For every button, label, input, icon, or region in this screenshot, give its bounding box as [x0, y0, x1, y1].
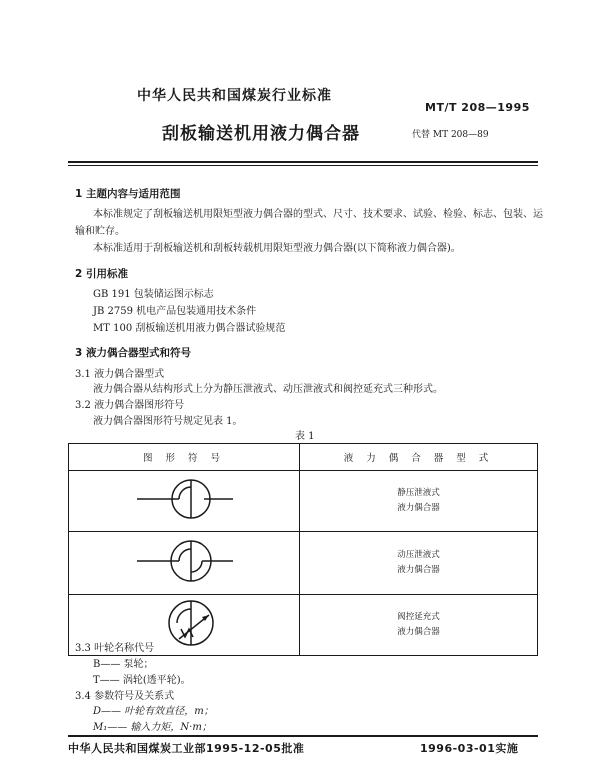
section-1-heading: 1 主题内容与适用范围: [75, 188, 181, 200]
reference-item: MT 100 刮板输送机用液力偶合器试验规范: [93, 323, 286, 334]
type-cell: [300, 595, 538, 656]
symbol-cell: [69, 532, 300, 595]
table-row: [69, 471, 538, 532]
section-1-para-1: 本标准规定了刮板输送机用限矩型液力偶合器的型式、尺寸、技术要求、试验、检验、标志、包装、运: [93, 209, 543, 220]
symbol-cell: [69, 471, 300, 532]
standard-org-title: 中华人民共和国煤炭行业标准: [137, 88, 332, 104]
section-3-1-title: 3.1 液力偶合器型式: [75, 369, 165, 380]
section-3-4-title: 3.4 参数符号及关系式: [75, 691, 175, 702]
dynamic-coupling-symbol: [69, 532, 299, 590]
type-label: 阀控延充式: [397, 612, 440, 622]
type-label: 动压泄液式: [397, 550, 440, 560]
col-header-symbol: 图 形 符 号: [69, 444, 300, 471]
type-cell: [300, 532, 538, 595]
reference-item: JB 2759 机电产品包装通用技术条件: [93, 306, 257, 317]
table-caption: 表 1: [295, 431, 315, 442]
standard-code: MT/T 208—1995: [425, 101, 530, 114]
section-1-para-1-cont: 输和贮存。: [75, 226, 125, 237]
table-header-row: [69, 444, 538, 471]
approval-statement: 中华人民共和国煤炭工业部1995-12-05批准: [68, 742, 305, 755]
symbol-m1-def: M₁—— 输入力矩，N·m；: [93, 722, 212, 733]
section-1-para-2: 本标准适用于刮板输送机和刮板转载机用限矩型液力偶合器(以下简称液力偶合器)。: [93, 243, 461, 254]
header-rule-thin: [68, 165, 538, 166]
document-title: 刮板输送机用液力偶合器: [162, 124, 360, 144]
type-label: 液力偶合器: [397, 627, 440, 637]
replaces-note: 代替 MT 208—89: [412, 130, 489, 140]
symbol-d-def: D—— 叶轮有效直径，m；: [93, 706, 214, 717]
section-3-3-title: 3.3 叶轮名称代号: [75, 643, 155, 654]
col-header-type: 液 力 偶 合 器 型 式: [300, 444, 538, 471]
table-row: [69, 532, 538, 595]
section-3-2-text: 液力偶合器图形符号规定见表 1。: [93, 416, 243, 427]
section-3-2-title: 3.2 液力偶合器图形符号: [75, 400, 185, 411]
section-3-1-text: 液力偶合器从结构形式上分为静压泄液式、动压泄液式和阀控延充式三种形式。: [93, 384, 443, 395]
type-label: 静压泄液式: [397, 488, 440, 498]
type-cell: [300, 471, 538, 532]
coupling-symbol-table: [68, 443, 538, 656]
symbol-b-def: B—— 泵轮；: [93, 659, 154, 670]
reference-item: GB 191 包装储运图示标志: [93, 289, 214, 300]
header-rule: [68, 161, 538, 163]
type-label: 液力偶合器: [397, 503, 440, 513]
section-3-heading: 3 液力偶合器型式和符号: [75, 347, 191, 359]
section-2-heading: 2 引用标准: [75, 268, 128, 280]
static-coupling-symbol: [69, 471, 299, 527]
type-label: 液力偶合器: [397, 565, 440, 575]
effective-date: 1996-03-01实施: [420, 742, 519, 755]
footer-rule: [68, 735, 538, 737]
symbol-t-def: T—— 涡轮(透平轮)。: [93, 675, 191, 686]
